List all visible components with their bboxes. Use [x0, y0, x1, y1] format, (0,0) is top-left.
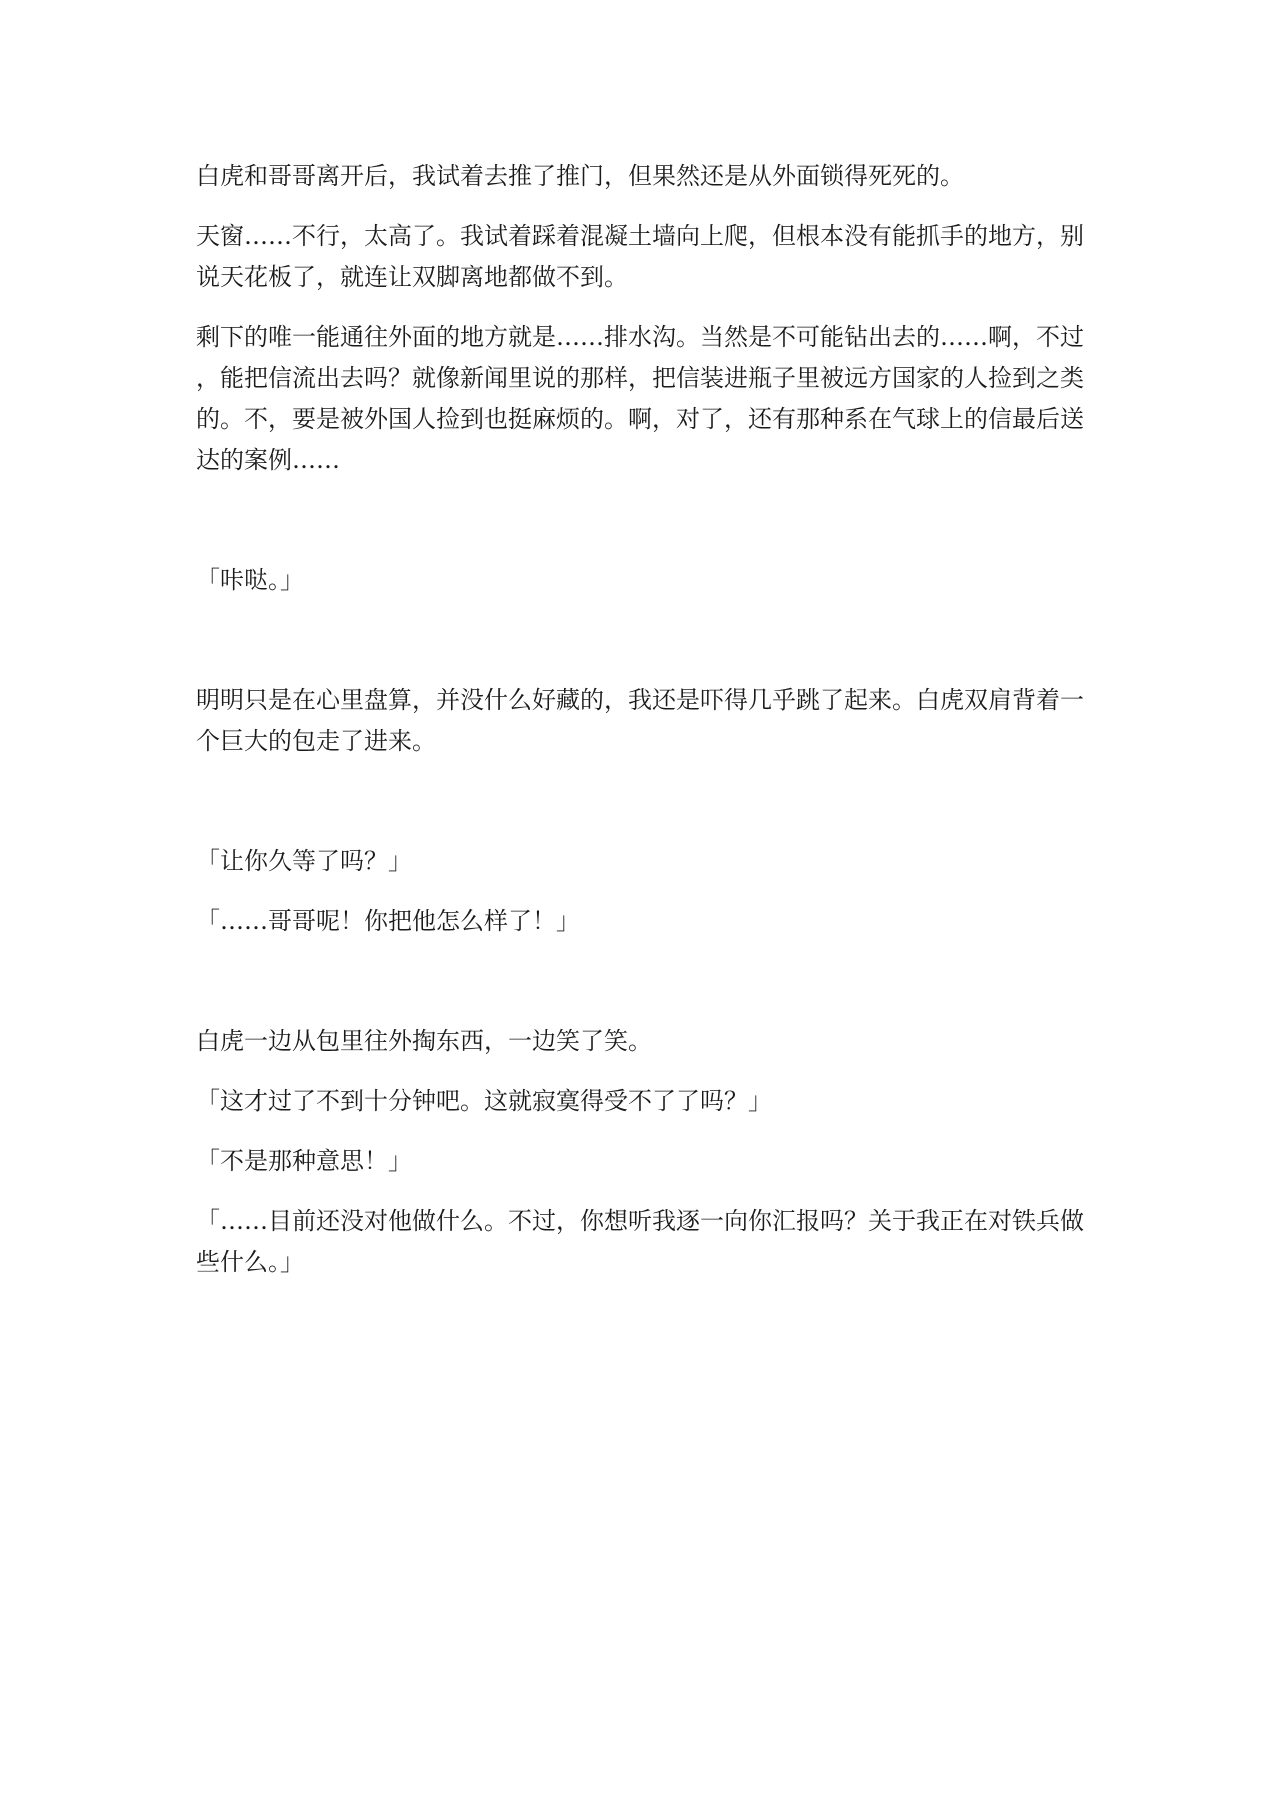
dialogue-where-is-brother: 「……哥哥呢！你把他怎么样了！」 — [196, 907, 580, 935]
paragraph-byakko-enters: 明明只是在心里盘算，并没什么好藏的，我还是吓得几乎跳了起来。白虎双肩背着一个巨大的包走了进来。 — [196, 686, 1084, 755]
dialogue-not-that: 「不是那种意思！」 — [196, 1147, 412, 1175]
dialogue-report: 「……目前还没对他做什么。不过，你想听我逐一向你汇报吗？关于我正在对铁兵做些什么。」 — [196, 1207, 1084, 1276]
dialogue-ten-minutes: 「这才过了不到十分钟吧。这就寂寞得受不了了吗？」 — [196, 1087, 772, 1115]
document-page — [196, 156, 1086, 1302]
paragraph-drain: 剩下的唯一能通往外面的地方就是……排水沟。当然是不可能钻出去的……啊，不过，能把信流出去吗？就像新闻里说的那样，把信装进瓶子里被远方国家的人捡到之类的。不，要是被外国人捡到也挺麻烦的。啊，对了，还有那种系在气球上的信最后送达的案例…… — [196, 323, 1084, 474]
paragraph-byakko-laughs: 白虎一边从包里往外掏东西，一边笑了笑。 — [196, 1027, 652, 1055]
dialogue-kept-waiting: 「让你久等了吗？」 — [196, 847, 412, 875]
paragraph-door-locked: 白虎和哥哥离开后，我试着去推了推门，但果然还是从外面锁得死死的。 — [196, 162, 964, 190]
dialogue-click: 「咔哒。」 — [196, 566, 304, 594]
paragraph-skylight: 天窗……不行，太高了。我试着踩着混凝土墙向上爬，但根本没有能抓手的地方，别说天花板了，就连让双脚离地都做不到。 — [196, 222, 1084, 291]
